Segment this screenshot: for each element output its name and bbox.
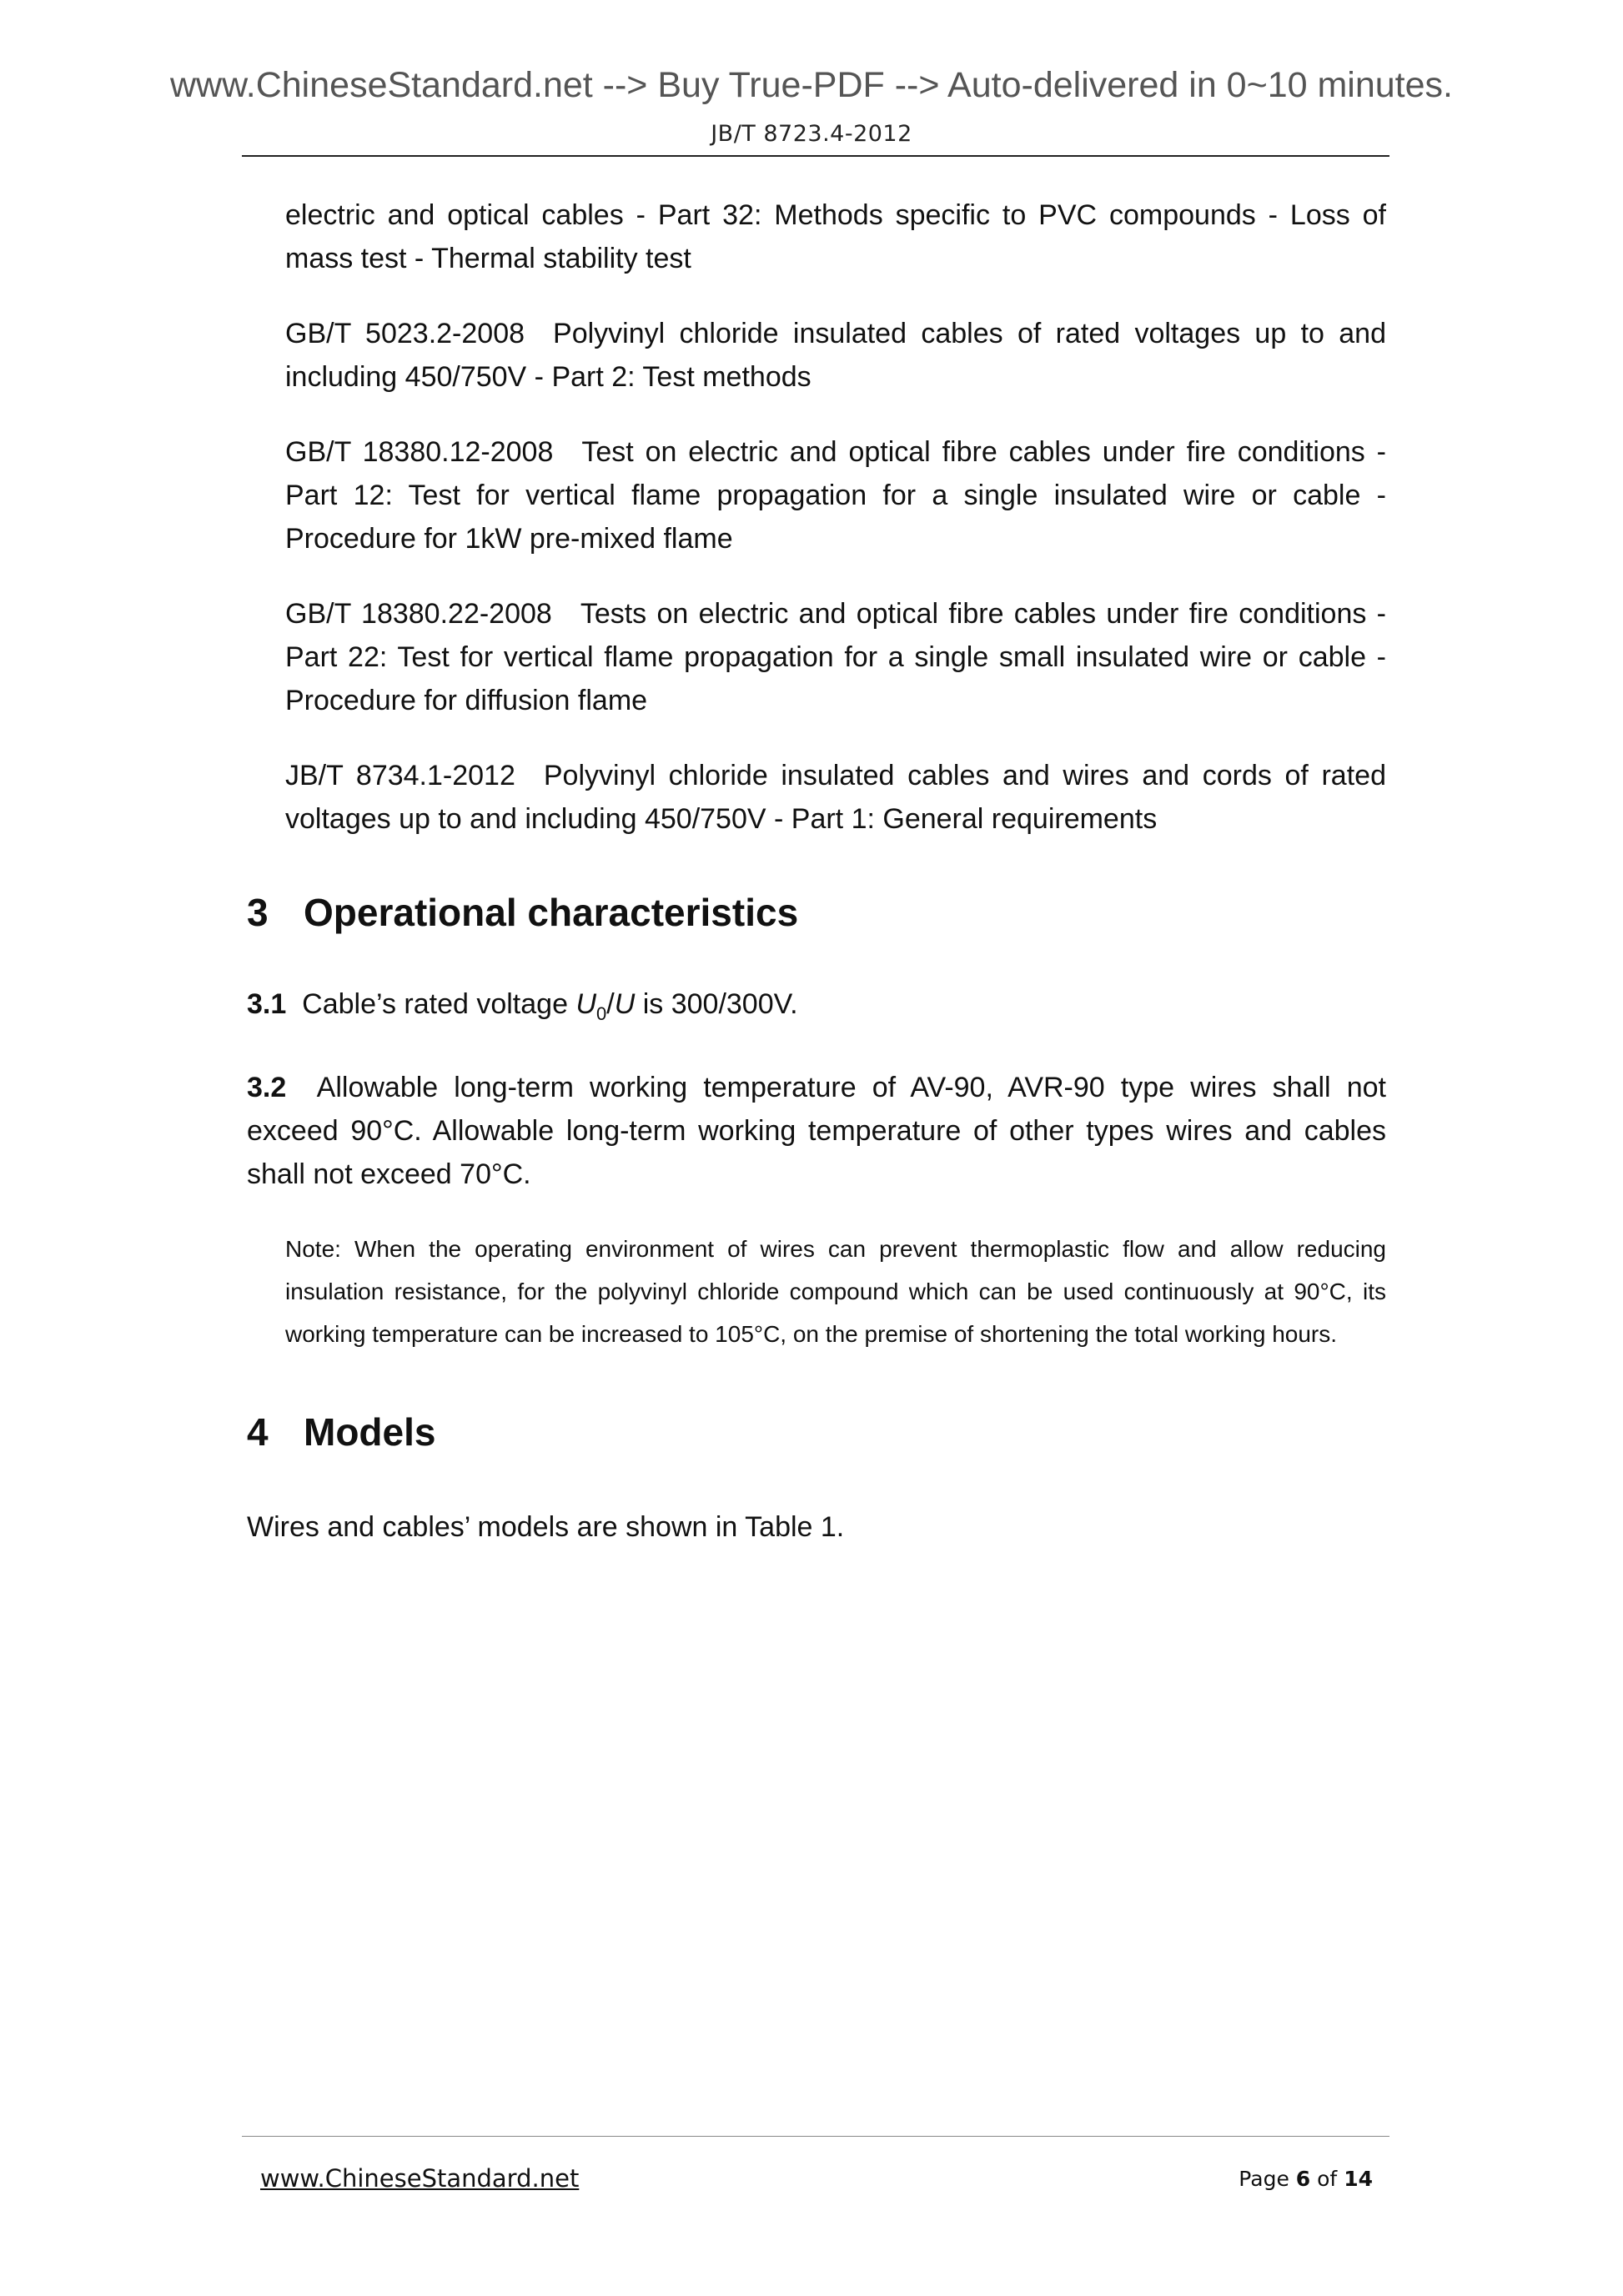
reference-code: JB/T 8734.1-2012 <box>285 760 515 791</box>
footer-site-link[interactable]: www.ChineseStandard.net <box>260 2164 580 2193</box>
voltage-symbol-u: U <box>614 988 636 1020</box>
reference-item <box>247 592 1386 722</box>
clause-number: 3.1 <box>247 988 287 1020</box>
voltage-slash: / <box>606 988 615 1020</box>
reference-title: Tests on electric and optical fibre cables under fire conditions - Part 22: Test for vertical flame propagation for a single small insulated wire or cable - Procedure for diffusion flame <box>285 598 1386 716</box>
section-3-heading <box>247 887 1386 937</box>
reference-code: GB/T 18380.22-2008 <box>285 598 552 630</box>
footer-rule <box>242 2136 1389 2137</box>
clause-text: Allowable long-term working temperature of AV-90, AVR-90 type wires shall not exceed 90°C. Allowable long-term working temperature of other types wires and cables shall not exceed 70°C. <box>247 1071 1386 1190</box>
section-title: Operational characteristics <box>304 891 799 934</box>
voltage-symbol-u0: U <box>575 988 596 1020</box>
voltage-subscript: 0 <box>596 1002 607 1024</box>
reference-item <box>247 312 1386 399</box>
reference-code: GB/T 18380.12-2008 <box>285 436 554 468</box>
reference-item <box>247 754 1386 841</box>
clause-text: Cable’s rated voltage <box>302 988 568 1020</box>
reference-item <box>247 430 1386 560</box>
page-label: Page <box>1239 2167 1289 2191</box>
section-number: 3 <box>247 891 269 934</box>
note: Note: When the operating environment of wires can prevent thermoplastic flow and allow reducing insulation resistance, for the polyvinyl chloride compound which can be used continuously at 90°C, its working temperature can be increased to 105°C, on the premise of shortening the total working hours. <box>285 1235 1386 1347</box>
reference-code: GB/T 5023.2-2008 <box>285 318 525 349</box>
clause-text-end: is 300/300V. <box>642 988 798 1020</box>
section-4-heading <box>247 1407 1386 1457</box>
of-label: of <box>1317 2167 1338 2191</box>
section-number: 4 <box>247 1409 269 1454</box>
reference-title: Test on electric and optical fibre cables under fire conditions - Part 12: Test for vertical flame propagation for a single insulated wire or cable - Procedure for 1kW pre-mixed flame <box>285 436 1386 555</box>
clause-3-2 <box>247 1066 1386 1196</box>
reference-continuation: electric and optical cables - Part 32: Methods specific to PVC compounds - Loss of mass test - Thermal stability test <box>285 199 1386 274</box>
reference-title: Polyvinyl chloride insulated cables and wires and cords of rated voltages up to and including 450/750V - Part 1: General requirements <box>285 760 1386 835</box>
document-id: JB/T 8723.4-2012 <box>711 121 912 147</box>
source-banner[interactable]: www.ChineseStandard.net --> Buy True-PDF --> Auto-delivered in 0~10 minutes. <box>169 65 1453 105</box>
section-title: Models <box>304 1409 436 1454</box>
models-text: Wires and cables’ models are shown in Table 1. <box>247 1510 845 1543</box>
clause-number: 3.2 <box>247 1071 287 1103</box>
page-current: 6 <box>1295 2167 1311 2191</box>
page-body <box>247 193 1386 1549</box>
page-total: 14 <box>1344 2167 1373 2191</box>
header-rule <box>242 155 1389 157</box>
page-number <box>1239 2167 1373 2191</box>
clause-3-1 <box>247 982 1386 1036</box>
reference-title: Polyvinyl chloride insulated cables of rated voltages up to and including 450/750V - Part 2: Test methods <box>285 318 1386 393</box>
